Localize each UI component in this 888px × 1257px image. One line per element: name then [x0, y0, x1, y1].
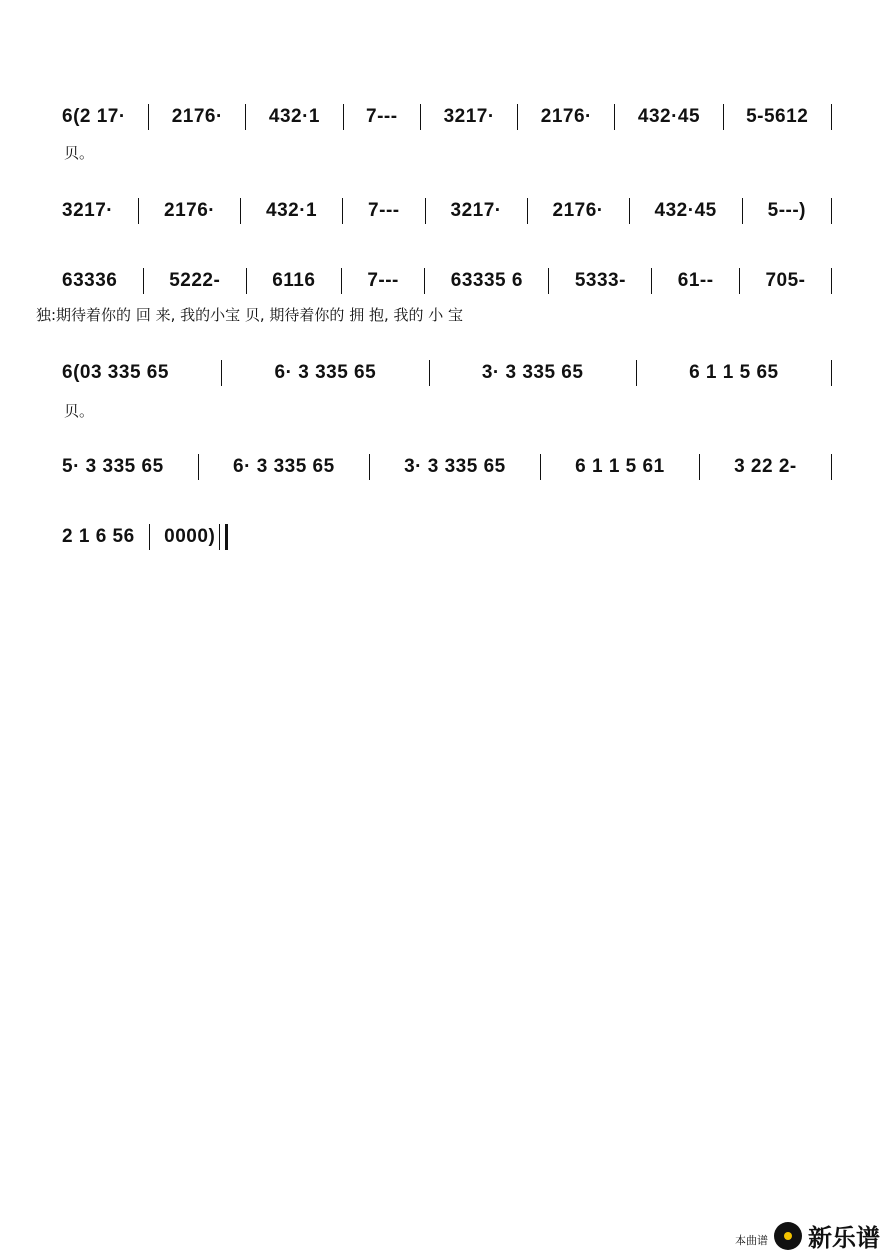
barline	[425, 198, 426, 224]
barline	[831, 454, 832, 480]
measure: 2176·	[552, 200, 604, 221]
footer-brand-name: 新乐谱	[808, 1224, 880, 1252]
measure: 2176·	[164, 200, 216, 221]
barline	[342, 198, 343, 224]
measure: 432·1	[266, 200, 318, 221]
staff-row-2	[62, 196, 832, 226]
barline	[699, 454, 700, 480]
final-barline	[219, 524, 228, 550]
barline	[831, 104, 832, 130]
measure: 5-5612	[746, 106, 809, 127]
barline	[143, 268, 144, 294]
measure: 3 22 2-	[734, 456, 797, 477]
measure: 7---	[366, 106, 398, 127]
barline	[651, 268, 652, 294]
footer-brand-block	[735, 1218, 880, 1253]
lyric-continuation: 贝。	[64, 144, 95, 162]
measure: 432·45	[637, 106, 701, 127]
measure: 6(03 335 65	[62, 362, 169, 383]
barline	[636, 360, 637, 386]
lyric-continuation: 贝。	[64, 402, 95, 420]
barline	[517, 104, 518, 130]
measure: 7---	[368, 200, 400, 221]
lyric-line: 独:期待着你的 回 来, 我的小宝 贝, 期待着你的 拥 抱, 我的 小 宝	[36, 306, 464, 324]
staff-row-5	[62, 452, 832, 482]
staff-row-1	[62, 102, 832, 132]
measure: 6(2 17·	[62, 106, 126, 127]
measure: 5222-	[169, 270, 221, 291]
measure: 63335 6	[450, 270, 523, 291]
measure: 6 1 1 5 65	[689, 362, 779, 383]
measure: 5· 3 335 65	[62, 456, 164, 477]
record-logo-icon	[774, 1222, 802, 1250]
barline	[245, 104, 246, 130]
measure: 432·45	[654, 200, 717, 221]
measure: 705-	[765, 270, 806, 291]
measure: 3· 3 335 65	[404, 456, 506, 477]
barline	[548, 268, 549, 294]
measure: 3217·	[62, 200, 114, 221]
barline	[221, 360, 222, 386]
measure: 5333-	[574, 270, 626, 291]
barline	[831, 268, 832, 294]
barline	[723, 104, 724, 130]
barline	[831, 198, 832, 224]
measure: 61--	[677, 270, 714, 291]
barline	[831, 360, 832, 386]
barline	[540, 454, 541, 480]
barline	[246, 268, 247, 294]
barline	[240, 198, 241, 224]
measure: 2176·	[171, 106, 223, 127]
measure: 6· 3 335 65	[274, 362, 377, 383]
measure: 5---)	[767, 200, 807, 221]
measure: 6 1 1 5 61	[575, 456, 665, 477]
staff-row-6	[62, 522, 228, 552]
barline	[420, 104, 421, 130]
barline	[138, 198, 139, 224]
barline	[341, 268, 342, 294]
measure: 2176·	[540, 106, 592, 127]
barline	[424, 268, 425, 294]
staff-row-4	[62, 358, 832, 388]
measure: 3217·	[443, 106, 495, 127]
staff-row-3	[62, 266, 832, 296]
measure: 3· 3 335 65	[481, 362, 584, 383]
barline	[148, 104, 149, 130]
barline	[369, 454, 370, 480]
measure: 2 1 6 56	[62, 526, 135, 547]
footer-label: 本曲谱	[735, 1233, 768, 1247]
barline	[198, 454, 199, 480]
measure: 3217·	[450, 200, 502, 221]
barline	[149, 524, 151, 550]
measure: 63336	[62, 270, 118, 291]
barline	[739, 268, 740, 294]
barline	[429, 360, 430, 386]
measure: 432·1	[268, 106, 320, 127]
barline	[629, 198, 630, 224]
barline	[343, 104, 344, 130]
measure: 6116	[272, 270, 316, 291]
measure: 7---	[367, 270, 399, 291]
measure: 0000)	[164, 526, 216, 547]
barline	[742, 198, 743, 224]
barline	[527, 198, 528, 224]
measure: 6· 3 335 65	[233, 456, 335, 477]
barline	[614, 104, 615, 130]
